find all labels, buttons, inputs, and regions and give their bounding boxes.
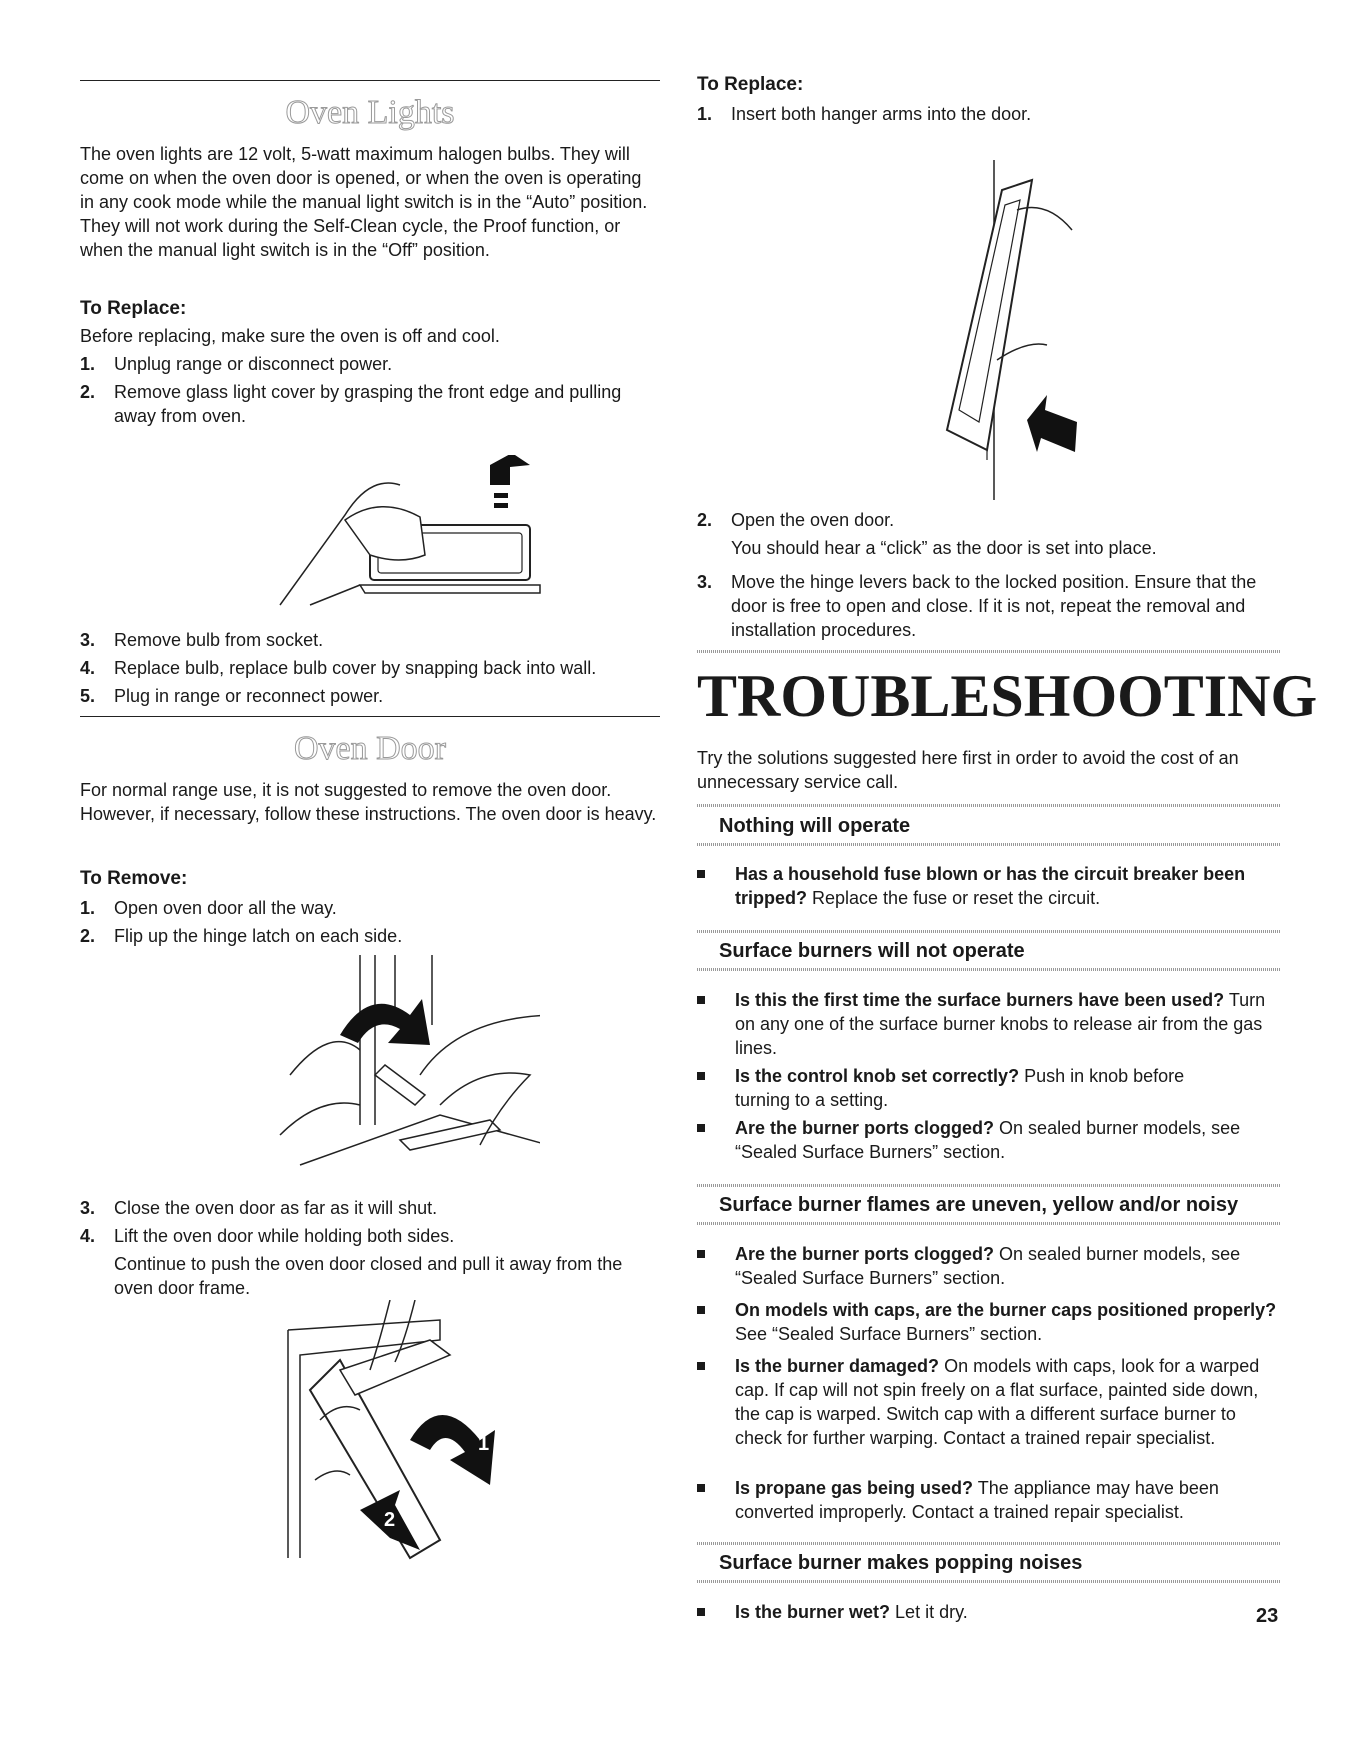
oven-door-title: Oven Door	[293, 730, 447, 767]
oven-lights-intro: The oven lights are 12 volt, 5-watt maximum halogen bulbs. They will come on when the oven door is opened, or when the oven is operating in any cook mode while the manual light switch is in the “Auto” position. They will not work during the Self-Clean cycle, the Proof function, or when the manual light switch is in the “Off” position.	[80, 144, 648, 260]
replace-note: You should hear a “click” as the door is set into place.	[731, 538, 1157, 558]
troubleshooting-intro: Try the solutions suggested here first in order to avoid the cost of an unnecessary service call.	[697, 748, 1239, 792]
hinge-latch-illustration	[200, 955, 540, 1175]
oven-lights-title: Oven Lights	[285, 94, 455, 131]
oven-lights-replace-heading: To Replace:	[80, 298, 187, 319]
remove-note: Continue to push the oven door closed and pull it away from the oven door frame.	[114, 1254, 623, 1298]
insert-hanger-illustration	[917, 160, 1097, 500]
figure-mark-1: 1	[478, 1433, 490, 1455]
light-cover-illustration	[250, 455, 550, 615]
bullet-icon	[697, 1072, 705, 1080]
section-heading-burners-not-operate: Surface burners will not operate	[719, 940, 1025, 962]
bullet-icon	[697, 1124, 705, 1132]
oven-door-replace-heading: To Replace:	[697, 74, 804, 95]
troubleshooting-title: TROUBLESHOOTING	[697, 663, 1318, 729]
divider	[80, 80, 660, 81]
bullet-icon	[697, 1250, 705, 1258]
figure-mark-2: 2	[384, 1509, 396, 1531]
divider	[697, 650, 1281, 653]
divider	[697, 1542, 1281, 1545]
divider	[80, 716, 660, 717]
section-heading-flames-uneven: Surface burner flames are uneven, yellow and/or noisy	[719, 1194, 1239, 1216]
oven-lights-replace-intro: Before replacing, make sure the oven is off and cool.	[80, 326, 500, 346]
divider	[697, 968, 1281, 971]
divider	[697, 1580, 1281, 1583]
oven-door-remove-heading: To Remove:	[80, 868, 188, 889]
lift-door-illustration	[280, 1300, 520, 1560]
bullet-icon	[697, 1306, 705, 1314]
bullet-icon	[697, 996, 705, 1004]
bullet-icon	[697, 870, 705, 878]
bullet-icon	[697, 1362, 705, 1370]
page-number: 23	[1256, 1605, 1279, 1627]
divider	[697, 1184, 1281, 1187]
divider	[697, 843, 1281, 846]
section-heading-nothing-operates: Nothing will operate	[719, 815, 911, 837]
divider	[697, 930, 1281, 933]
divider	[697, 804, 1281, 807]
oven-door-intro: For normal range use, it is not suggested to remove the oven door. However, if necessary, follow these instructions. The oven door is heavy.	[80, 780, 657, 824]
bullet-icon	[697, 1484, 705, 1492]
section-heading-popping-noises: Surface burner makes popping noises	[719, 1552, 1083, 1574]
bullet-icon	[697, 1608, 705, 1616]
divider	[697, 1222, 1281, 1225]
